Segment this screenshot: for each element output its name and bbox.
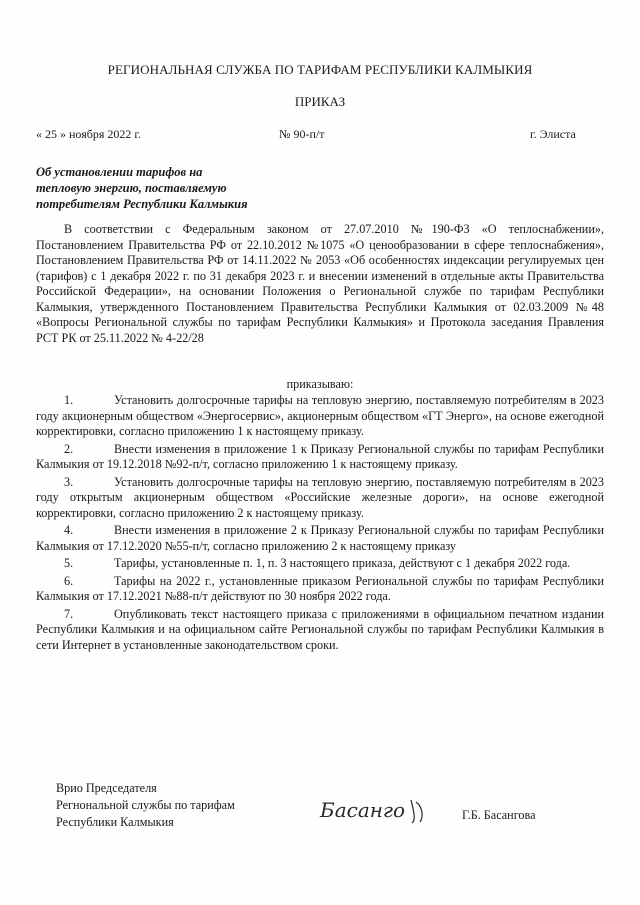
item-number: 2. <box>64 441 74 456</box>
item-number: 5. <box>64 556 74 570</box>
item-text: Установить долгосрочные тарифы на тепловую энергию, поставляемую потребителям в 2023 году акционерным обществом «Энергосервис», акционерным обществом «ГТ Энерго», на основе ежегодной корректировки, согласно приложению 1 к настоящему приказу. <box>36 393 604 438</box>
item-text: Установить долгосрочные тарифы на тепловую энергию, поставляемую потребителям в 2023 году открытым акционерным обществом «Российские железные дороги», на основе ежегодной корректировки, согласно приложению 2 к настоящему приказу. <box>36 474 604 520</box>
item-number: 4. <box>64 523 74 537</box>
document-type: ПРИКАЗ <box>294 94 346 109</box>
subject-line: потребителям Республики Калмыкия <box>36 197 248 211</box>
position-line: Врио Председателя <box>56 781 157 795</box>
order-date: « 25 » ноября 2022 г. <box>36 127 141 141</box>
order-item <box>36 393 604 440</box>
item-text: Тарифы, установленные п. 1, п. 3 настоящего приказа, действуют с 1 декабря 2022 года. <box>114 556 571 570</box>
order-word: приказываю: <box>286 377 354 391</box>
order-items <box>36 393 604 655</box>
position-line: Республики Калмыкия <box>56 815 174 829</box>
item-number: 1. <box>64 393 74 407</box>
handwritten-signature <box>316 790 434 830</box>
order-item <box>36 607 604 654</box>
item-text: Опубликовать текст настоящего приказа с приложениями в официальном печатном издании Республики Калмыкия и на официальном сайте Региональной службы по тарифам Республики Калмыкия в сети Интернет в установленные законодательством сроки. <box>36 606 604 652</box>
order-item <box>36 523 604 554</box>
subject-line: Об установлении тарифов на <box>36 165 203 179</box>
order-subject <box>36 164 248 212</box>
item-text: Тарифы на 2022 г., установленные приказом Региональной службы по тарифам Республики Калмыкия от 17.12.2021 №88-п/т действуют по 30 ноября 2022 года. <box>36 573 604 603</box>
preamble-paragraph: В соответствии с Федеральным законом от 27.07.2010 №190-ФЗ «О теплоснабжении», Постановлением Правительства РФ от 22.10.2012 №1075 «О ценообразовании в сфере теплоснабжения», Постановлением Правительства РФ от 14.11.2022 № 2053 «Об особенностях индексации регулируемых цен (тарифов) с 1 декабря 2022 г. по 31 декабря 2023 г. и внесении изменений в отдельные акты Правительства Российской Федерации», на основании Положения о Региональной службе по тарифам Республики Калмыкия, утвержденного Постановлением Правительства Республики Калмыкия от 02.03.2009 №48 «Вопросы Региональной службы по тарифам Республики Калмыкия» и Протокола заседания Правления РСТ РК от 25.11.2022 № 4-22/28 <box>36 222 604 345</box>
order-item <box>36 556 604 572</box>
item-number: 6. <box>64 573 74 588</box>
position-line: Регнональной службы по тарифам <box>56 798 235 812</box>
signature-handwriting: Басанго <box>320 798 406 822</box>
item-number: 3. <box>64 474 74 489</box>
signer-name: Г.Б. Басангова <box>462 808 536 822</box>
order-item <box>36 442 604 473</box>
agency-title: РЕГИОНАЛЬНАЯ СЛУЖБА ПО ТАРИФАМ РЕСПУБЛИКИ КАЛМЫКИЯ <box>107 62 533 77</box>
item-text: Внести изменения в приложение 2 к Приказу Региональной службы по тарифам Республики Калмыкия от 17.12.2020 №55-п/т, согласно приложению 2 к настоящему приказу <box>36 523 604 553</box>
order-item <box>36 574 604 605</box>
order-place: г. Элиста <box>530 127 576 141</box>
signature-position <box>56 780 235 831</box>
item-text: Внести изменения в приложение 1 к Приказу Региональной службы по тарифам Республики Калмыкия от 19.12.2018 №92-п/т, согласно приложению 1 к настоящему приказу. <box>36 441 604 471</box>
order-item <box>36 475 604 522</box>
subject-line: тепловую энергию, поставляемую <box>36 181 227 195</box>
order-number: № 90-п/т <box>279 127 325 141</box>
item-number: 7. <box>64 606 74 621</box>
